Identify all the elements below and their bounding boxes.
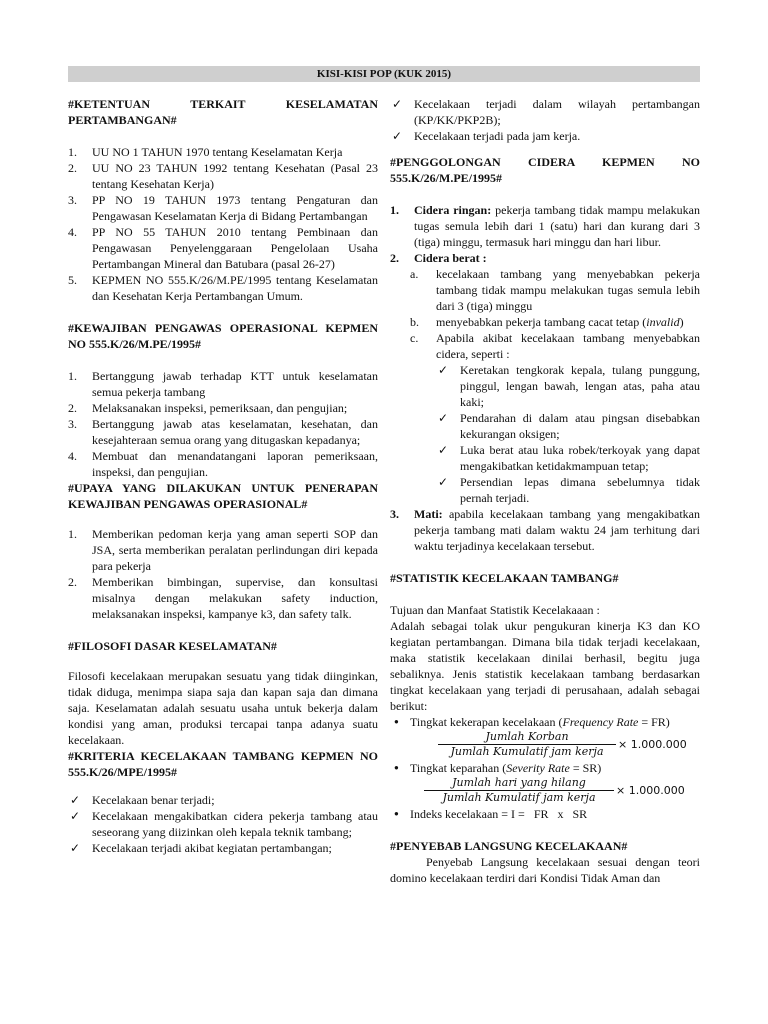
denominator: Jumlah Kumulatif jam kerja [442,791,596,804]
statistik-paragraph: Adalah sebagai tolak ukur pengukuran kinerja K3 dan KO kegiatan pertambangan. Dimana bila tidak terjadi kecelakaan, maka statistik kecelakaan dinilai berhasil, begitu juga sebaliknya. Jenis statistik kecelakaan tambang berdasarkan tingkat kecelakaan yang terjadi di perusahaan, adalah sebagai berikut: [390,619,700,713]
heading-upaya: #UPAYA YANG DILAKUKAN UNTUK PENERAPAN KEWAJIBAN PENGAWAS OPERASIONAL# [68,481,378,511]
list-item: ✓ Kecelakaan terjadi dalam wilayah pertambangan (KP/KK/PKP2B); [392,97,700,127]
list-item: 4. PP NO 55 TAHUN 2010 tentang Pembinaan dan Pengawasan Penyelenggaraan Pengelolaan Usaha Pertambangan Mineral dan Batubara (pasal 26-27) [68,225,378,271]
list-item: ✓ Kecelakaan terjadi akibat kegiatan pertambangan; [70,841,332,855]
bullet-icon: ● [394,763,399,772]
multiplier: × 1.000.000 [616,784,685,797]
heading-ketentuan: #KETENTUAN TERKAIT KESELAMATAN PERTAMBANGAN# [68,97,378,127]
kriteria-list-continued [390,96,700,144]
mati-item: 3. Mati: apabila kecelakaan tambang yang mengakibatkan pekerja tambang mati dalam waktu 24 jam terhitung dari waktu terjadinya kecelakaan tersebut. [390,507,700,553]
cidera-berat-item: 2. Cidera berat : [390,251,487,265]
fraction [424,776,614,805]
upaya-list [68,526,378,622]
list-item: 3. Bertanggung jawab atas keselamatan, kesehatan, dan kesejahteraan semua orang yang ditugaskan kepadanya; [68,417,378,447]
list-item: 5. KEPMEN NO 555.K/26/M.PE/1995 tentang Keselamatan dan Kesehatan Kerja Pertambangan Umum. [68,273,378,303]
ketentuan-list [68,144,378,304]
cidera-examples-list [390,362,700,506]
list-item: ✓ Persendian lepas dimana sebelumnya tidak pernah terjadi. [438,475,700,505]
heading-kriteria: #KRITERIA KECELAKAAN TAMBANG KEPMEN NO 555.K/26/MPE/1995# [68,749,378,779]
multiplier: × 1.000.000 [618,738,687,751]
list-item: ✓ Kecelakaan mengakibatkan cidera pekerja tambang atau seseorang yang diizinkan oleh kepala teknik tambang; [70,809,378,839]
list-item: 1. Memberikan pedoman kerja yang aman seperti SOP dan JSA, serta memberikan peralatan perlindungan diri kepada para pekerja [68,527,378,573]
statistik-subtitle: Tujuan dan Manfaat Statistik Kecelakaaan : [390,603,600,617]
check-icon: ✓ [438,363,449,377]
frequency-rate-formula [410,730,700,760]
kriteria-list [68,792,378,856]
heading-penyebab: #PENYEBAB LANGSUNG KECELAKAAN# [390,839,628,853]
denominator: Jumlah Kumulatif jam kerja [450,745,604,758]
check-icon: ✓ [392,97,403,111]
check-icon: ✓ [70,809,81,823]
list-item: ✓ Luka berat atau luka robek/terkoyak yang dapat mengakibatkan ketidakmampuan tetap; [438,443,700,473]
check-icon: ✓ [438,475,449,489]
cidera-ringan-item: 1. Cidera ringan: pekerja tambang tidak mampu melakukan tugas semula lebih dari 1 (satu) hari dan kurang dari 3 (tiga) minggu, termasuk hari minggu dan hari libur. [390,203,700,249]
list-item: 1. Bertanggung jawab terhadap KTT untuk keselamatan semua pekerja tambang [68,369,378,399]
filosofi-paragraph: Filosofi kecelakaan merupakan sesuatu yang tidak diinginkan, tidak diduga, menimpa siapa saja dan kapan saja dan dimana saja. Keselamatan adalah sesuatu usaha untuk bekerja dalam kondisi yang aman, produksi tercapai tanpa adanya suatu kecelakaan. [68,669,378,747]
penyebab-paragraph: Penyebab Langsung kecelakaan sesuai dengan teori domino kecelakaan terdiri dari Kondisi Tidak Aman dan [390,855,700,885]
heading-statistik: #STATISTIK KECELAKAAN TAMBANG# [390,571,619,585]
numerator: Jumlah hari yang hilang [424,776,614,791]
heading-filosofi: #FILOSOFI DASAR KESELAMATAN# [68,639,277,653]
list-item: ✓ Pendarahan di dalam atau pingsan disebabkan kekurangan oksigen; [438,411,700,441]
check-icon: ✓ [70,793,81,807]
sub-item-c: c. Apabila akibat kecelakaan tambang menyebabkan cidera, seperti : [410,331,700,361]
fraction [438,730,616,759]
numerator: Jumlah Korban [438,730,616,745]
severity-rate-formula [410,776,700,806]
bullet-icon: ● [394,717,399,726]
document-title-banner: KISI-KISI POP (KUK 2015) [68,66,700,82]
heading-kewajiban: #KEWAJIBAN PENGAWAS OPERASIONAL KEPMEN NO 555.K/26/M.PE/1995# [68,321,378,351]
list-item: 3. PP NO 19 TAHUN 1973 tentang Pengaturan dan Pengawasan Keselamatan Kerja di Bidang Pertambangan [68,193,378,223]
list-item: 2. UU NO 23 TAHUN 1992 tentang Kesehatan (Pasal 23 tentang Kesehatan Kerja) [68,161,378,191]
severity-rate-item: ● Tingkat keparahan (Severity Rate = SR) [394,761,602,775]
sub-item-b: b. menyebabkan pekerja tambang cacat tetap (invalid) [410,315,684,329]
index-item: ● Indeks kecelakaan = I = FR x SR [394,807,588,821]
check-icon: ✓ [438,411,449,425]
list-item: 4. Membuat dan menandatangani laporan pemeriksaan, inspeksi, dan pengujian. [68,449,378,479]
sub-item-a: a. kecelakaan tambang yang menyebabkan pekerja tambang tidak mampu melakukan tugas semula lebih dari 3 (tiga) minggu [410,267,700,313]
check-icon: ✓ [438,443,449,457]
bullet-icon: ● [394,809,399,818]
check-icon: ✓ [392,129,403,143]
list-item: ✓ Keretakan tengkorak kepala, tulang punggung, pinggul, lengan bawah, lengan atas, paha atau kaki; [438,363,700,409]
list-item: ✓ Kecelakaan terjadi pada jam kerja. [392,129,581,143]
list-item: ✓ Kecelakaan benar terjadi; [70,793,215,807]
kewajiban-list [68,368,378,480]
list-item: 2. Melaksanakan inspeksi, pemeriksaan, dan pengujian; [68,401,348,415]
frequency-rate-item: ● Tingkat kekerapan kecelakaan (Frequency Rate = FR) [394,715,670,729]
list-item: 1. UU NO 1 TAHUN 1970 tentang Keselamatan Kerja [68,145,343,159]
check-icon: ✓ [70,841,81,855]
left-column [68,96,378,856]
heading-penggolongan: #PENGGOLONGAN CIDERA KEPMEN NO 555.K/26/M.PE/1995# [390,155,700,185]
right-column [390,96,700,886]
list-item: 2. Memberikan bimbingan, supervise, dan konsultasi misalnya dengan melakukan safety induction, melaksanakan inspeksi, kampanye k3, dan safety talk. [68,575,378,621]
